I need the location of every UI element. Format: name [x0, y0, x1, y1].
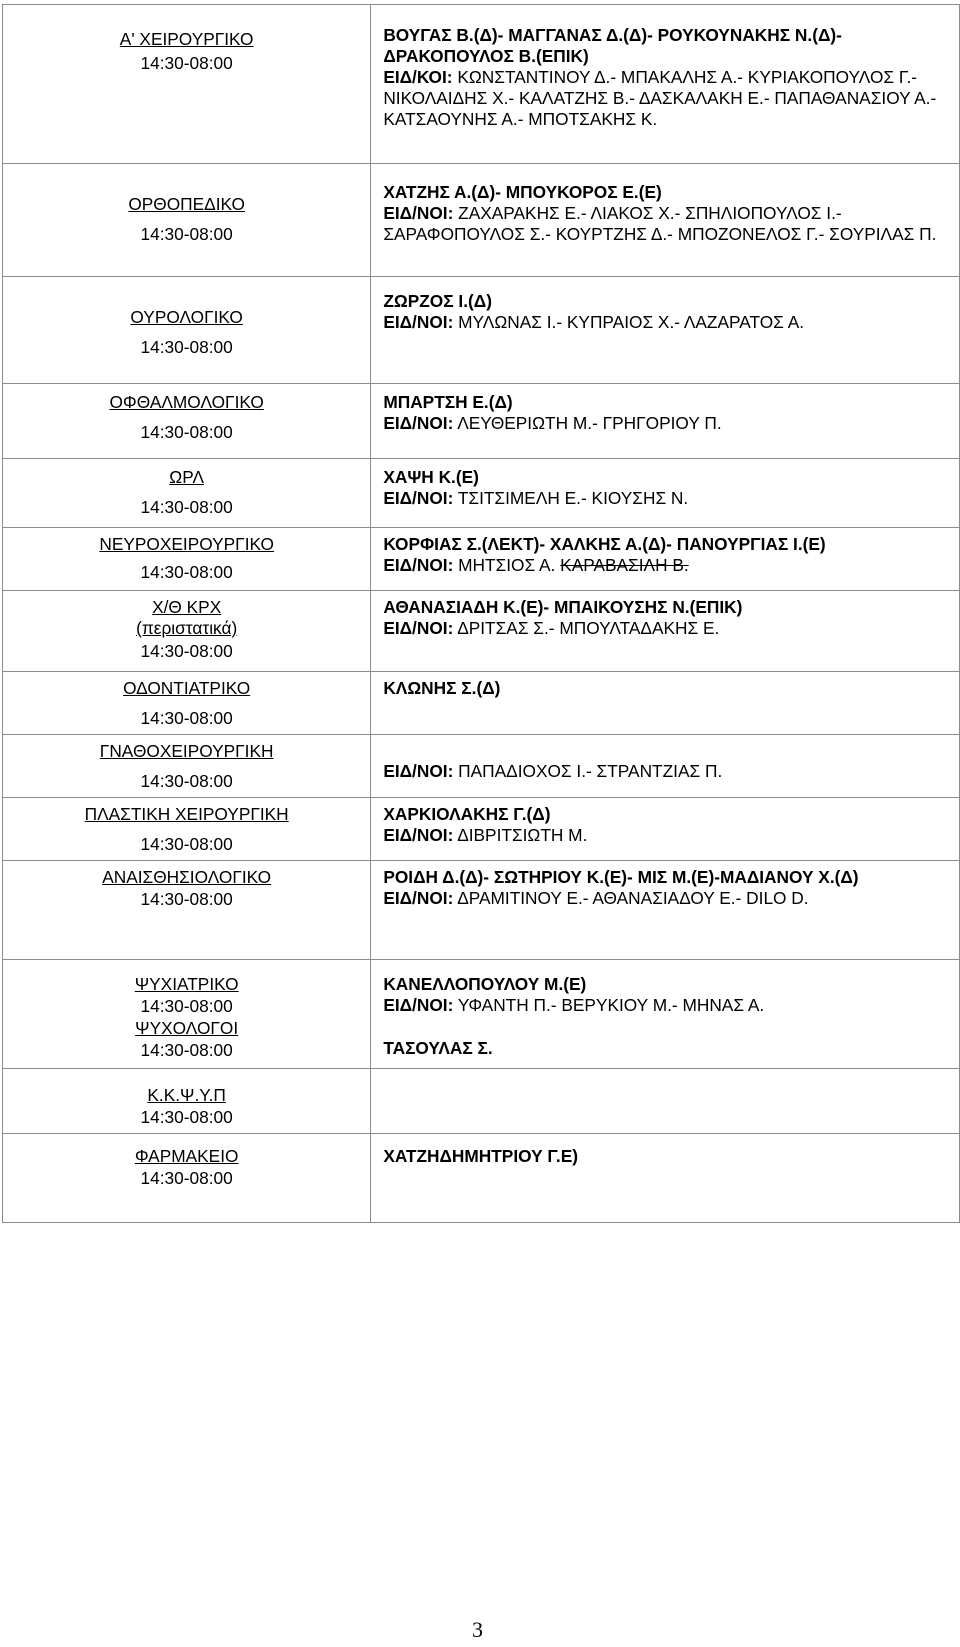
residents-line	[383, 555, 945, 576]
roster-row	[3, 277, 960, 384]
staff-cell	[371, 861, 960, 960]
residents-label: ΕΙΔ/ΝΟΙ:	[383, 825, 454, 845]
residents-label: ΕΙΔ/ΝΟΙ:	[383, 761, 454, 781]
staff-cell	[371, 384, 960, 459]
staff-cell	[371, 960, 960, 1069]
department-name: ΨΥΧΟΛΟΓΟΙ	[135, 1018, 239, 1038]
department-cell	[3, 861, 371, 960]
roster-row	[3, 735, 960, 798]
shift-hours: 14:30-08:00	[140, 1040, 233, 1060]
residents-names: ΖΑΧΑΡΑΚΗΣ Ε.- ΛΙΑΚΟΣ Χ.- ΣΠΗΛΙΟΠΟΥΛΟΣ Ι.- ΣΑΡΑΦΟΠΟΥΛΟΣ Σ.- ΚΟΥΡΤΖΗΣ Δ.- ΜΠΟΖΟΝΕΛΟΣ Γ.- ΣΟΥΡΙΛΑΣ Π.	[383, 203, 937, 244]
senior-doctors: ΜΠΑΡΤΣΗ Ε.(Δ)	[383, 392, 513, 412]
staff-cell	[371, 735, 960, 798]
shift-hours: 14:30-08:00	[140, 889, 233, 909]
department-name: Κ.Κ.Ψ.Υ.Π	[147, 1085, 226, 1105]
department-cell	[3, 672, 371, 735]
shift-hours: 14:30-08:00	[140, 224, 233, 244]
residents-line	[383, 825, 945, 846]
department-name: Α' ΧΕΙΡΟΥΡΓΙΚΟ	[119, 29, 254, 49]
department-name: ΟΡΘΟΠΕΔΙΚΟ	[128, 194, 245, 214]
department-name: ΩΡΛ	[169, 467, 205, 487]
roster-row	[3, 5, 960, 164]
department-name: ΟΔΟΝΤΙΑΤΡΙΚΟ	[123, 678, 251, 698]
senior-doctors: ΧΑΨΗ Κ.(Ε)	[383, 467, 479, 487]
department-name: ΓΝΑΘΟΧΕΙΡΟΥΡΓΙΚΗ	[99, 741, 274, 761]
residents-label: ΕΙΔ/ΝΟΙ:	[383, 888, 454, 908]
roster-row	[3, 1069, 960, 1134]
staff-cell	[371, 459, 960, 528]
department-name: Χ/Θ ΚΡΧ	[152, 597, 222, 617]
page-number: 3	[472, 1617, 483, 1642]
shift-hours: 14:30-08:00	[140, 771, 233, 791]
department-cell	[3, 164, 371, 277]
staff-cell	[371, 5, 960, 164]
senior-doctors: ΚΟΡΦΙΑΣ Σ.(ΛΕΚΤ)- ΧΑΛΚΗΣ Α.(Δ)- ΠΑΝΟΥΡΓΙΑΣ Ι.(Ε)	[383, 534, 826, 554]
shift-hours: 14:30-08:00	[140, 497, 233, 517]
roster-row	[3, 528, 960, 591]
shift-hours: 14:30-08:00	[140, 1107, 233, 1127]
senior-doctors: ΚΑΝΕΛΛΟΠΟΥΛΟΥ Μ.(Ε)	[383, 974, 587, 994]
residents-label: ΕΙΔ/ΝΟΙ:	[383, 488, 454, 508]
residents-line	[383, 203, 945, 245]
senior-doctors: ΧΑΡΚΙΟΛΑΚΗΣ Γ.(Δ)	[383, 804, 551, 824]
residents-names: ΤΣΙΤΣΙΜΕΛΗ Ε.- ΚΙΟΥΣΗΣ Ν.	[453, 488, 689, 508]
additional-staff: ΤΑΣΟΥΛΑΣ Σ.	[383, 1038, 493, 1058]
staff-cell	[371, 672, 960, 735]
staff-cell	[371, 528, 960, 591]
department-cell	[3, 960, 371, 1069]
residents-names: ΥΦΑΝΤΗ Π.- ΒΕΡΥΚΙΟΥ Μ.- ΜΗΝΑΣ Α.	[453, 995, 765, 1015]
residents-label: ΕΙΔ/ΝΟΙ:	[383, 555, 454, 575]
senior-doctors: ΒΟΥΓΑΣ Β.(Δ)- ΜΑΓΓΑΝΑΣ Δ.(Δ)- ΡΟΥΚΟΥΝΑΚΗΣ Ν.(Δ)- ΔΡΑΚΟΠΟΥΛΟΣ Β.(ΕΠΙΚ)	[383, 25, 842, 66]
department-name: ΟΦΘΑΛΜΟΛΟΓΙΚΟ	[109, 392, 264, 412]
department-cell	[3, 798, 371, 861]
department-name: ΝΕΥΡΟΧΕΙΡΟΥΡΓΙΚΟ	[99, 534, 274, 554]
department-name: ΑΝΑΙΣΘΗΣΙΟΛΟΓΙΚΟ	[102, 867, 272, 887]
residents-label: ΕΙΔ/ΝΟΙ:	[383, 203, 454, 223]
staff-cell	[371, 1069, 960, 1134]
shift-hours: 14:30-08:00	[140, 641, 233, 661]
senior-doctors: ΡΟΙΔΗ Δ.(Δ)- ΣΩΤΗΡΙΟΥ Κ.(Ε)- ΜΙΣ Μ.(Ε)-ΜΑΔΙΑΝΟΥ Χ.(Δ)	[383, 867, 859, 887]
shift-hours: 14:30-08:00	[140, 1168, 233, 1188]
department-cell	[3, 591, 371, 672]
residents-names: ΛΕΥΘΕΡΙΩΤΗ Μ.- ΓΡΗΓΟΡΙΟΥ Π.	[453, 413, 722, 433]
residents-label: ΕΙΔ/ΚΟΙ:	[383, 67, 453, 87]
department-cell	[3, 277, 371, 384]
senior-doctors: ΑΘΑΝΑΣΙΑΔΗ Κ.(Ε)- ΜΠΑΙΚΟΥΣΗΣ Ν.(ΕΠΙΚ)	[383, 597, 743, 617]
shift-hours: 14:30-08:00	[140, 996, 233, 1016]
roster-row	[3, 861, 960, 960]
residents-label: ΕΙΔ/ΝΟΙ:	[383, 312, 454, 332]
residents-names: ΜΥΛΩΝΑΣ Ι.- ΚΥΠΡΑΙΟΣ Χ.- ΛΑΖΑΡΑΤΟΣ Α.	[453, 312, 805, 332]
department-cell	[3, 1134, 371, 1223]
roster-row	[3, 164, 960, 277]
staff-cell	[371, 798, 960, 861]
senior-doctors: ΚΛΩΝΗΣ Σ.(Δ)	[383, 678, 501, 698]
residents-names: ΠΑΠΑΔΙΟΧΟΣ Ι.- ΣΤΡΑΝΤΖΙΑΣ Π.	[453, 761, 723, 781]
department-cell	[3, 1069, 371, 1134]
residents-names: ΔΡΙΤΣΑΣ Σ.- ΜΠΟΥΛΤΑΔΑΚΗΣ Ε.	[453, 618, 720, 638]
residents-label: ΕΙΔ/ΝΟΙ:	[383, 618, 454, 638]
shift-hours: 14:30-08:00	[140, 422, 233, 442]
residents-names: ΔΡΑΜΙΤΙΝΟΥ Ε.- ΑΘΑΝΑΣΙΑΔΟΥ Ε.- DILO D.	[453, 888, 809, 908]
senior-doctors: ΧΑΤΖΗΣ Α.(Δ)- ΜΠΟΥΚΟΡΟΣ Ε.(Ε)	[383, 182, 662, 202]
roster-row	[3, 1134, 960, 1223]
senior-doctors: ΖΩΡΖΟΣ Ι.(Δ)	[383, 291, 492, 311]
residents-line	[383, 413, 945, 434]
senior-doctors: ΧΑΤΖΗΔΗΜΗΤΡΙΟΥ Γ.Ε)	[383, 1146, 578, 1166]
residents-names: ΔΙΒΡΙΤΣΙΩΤΗ Μ.	[453, 825, 588, 845]
residents-line	[383, 888, 945, 909]
department-cell	[3, 5, 371, 164]
department-cell	[3, 384, 371, 459]
department-name: ΠΛΑΣΤΙΚΗ ΧΕΙΡΟΥΡΓΙΚΗ	[84, 804, 289, 824]
department-cell	[3, 528, 371, 591]
department-name: ΟΥΡΟΛΟΓΙΚΟ	[130, 307, 243, 327]
roster-row	[3, 384, 960, 459]
roster-row	[3, 960, 960, 1069]
residents-line	[383, 488, 945, 509]
residents-names: ΚΩΝΣΤΑΝΤΙΝΟΥ Δ.- ΜΠΑΚΑΛΗΣ Α.- ΚΥΡΙΑΚΟΠΟΥΛΟΣ Γ.- ΝΙΚΟΛΑΙΔΗΣ Χ.- ΚΑΛΑΤΖΗΣ Β.- ΔΑΣΚΑΛΑΚΗ Ε.- ΠΑΠΑΘΑΝΑΣΙΟΥ Α.-ΚΑΤΣΑΟΥΝΗΣ Α.- ΜΠΟΤΣΑΚΗΣ Κ.	[383, 67, 937, 129]
shift-hours: 14:30-08:00	[140, 834, 233, 854]
shift-hours: 14:30-08:00	[140, 53, 233, 73]
residents-label: ΕΙΔ/ΝΟΙ:	[383, 413, 454, 433]
staff-cell	[371, 591, 960, 672]
shift-hours: 14:30-08:00	[140, 562, 233, 582]
staff-cell	[371, 1134, 960, 1223]
roster-row	[3, 591, 960, 672]
residents-label: ΕΙΔ/ΝΟΙ:	[383, 995, 454, 1015]
roster-row	[3, 672, 960, 735]
residents-line	[383, 67, 945, 130]
staff-cell	[371, 277, 960, 384]
shift-hours: 14:30-08:00	[140, 708, 233, 728]
roster-row	[3, 459, 960, 528]
staff-cell	[371, 164, 960, 277]
department-name: ΨΥΧΙΑΤΡΙΚΟ	[134, 974, 239, 994]
department-name: (περιστατικά)	[136, 618, 238, 638]
residents-line	[383, 618, 945, 639]
department-name: ΦΑΡΜΑΚΕΙΟ	[134, 1146, 239, 1166]
roster-row	[3, 798, 960, 861]
residents-line	[383, 761, 945, 782]
department-cell	[3, 735, 371, 798]
residents-names: ΜΗΤΣΙΟΣ Α.	[453, 555, 561, 575]
shift-hours: 14:30-08:00	[140, 337, 233, 357]
duty-roster-table	[2, 4, 960, 1223]
department-cell	[3, 459, 371, 528]
struck-name: ΚΑΡΑΒΑΣΙΛΗ Β.	[560, 555, 689, 575]
residents-line	[383, 312, 945, 333]
residents-line	[383, 995, 945, 1016]
